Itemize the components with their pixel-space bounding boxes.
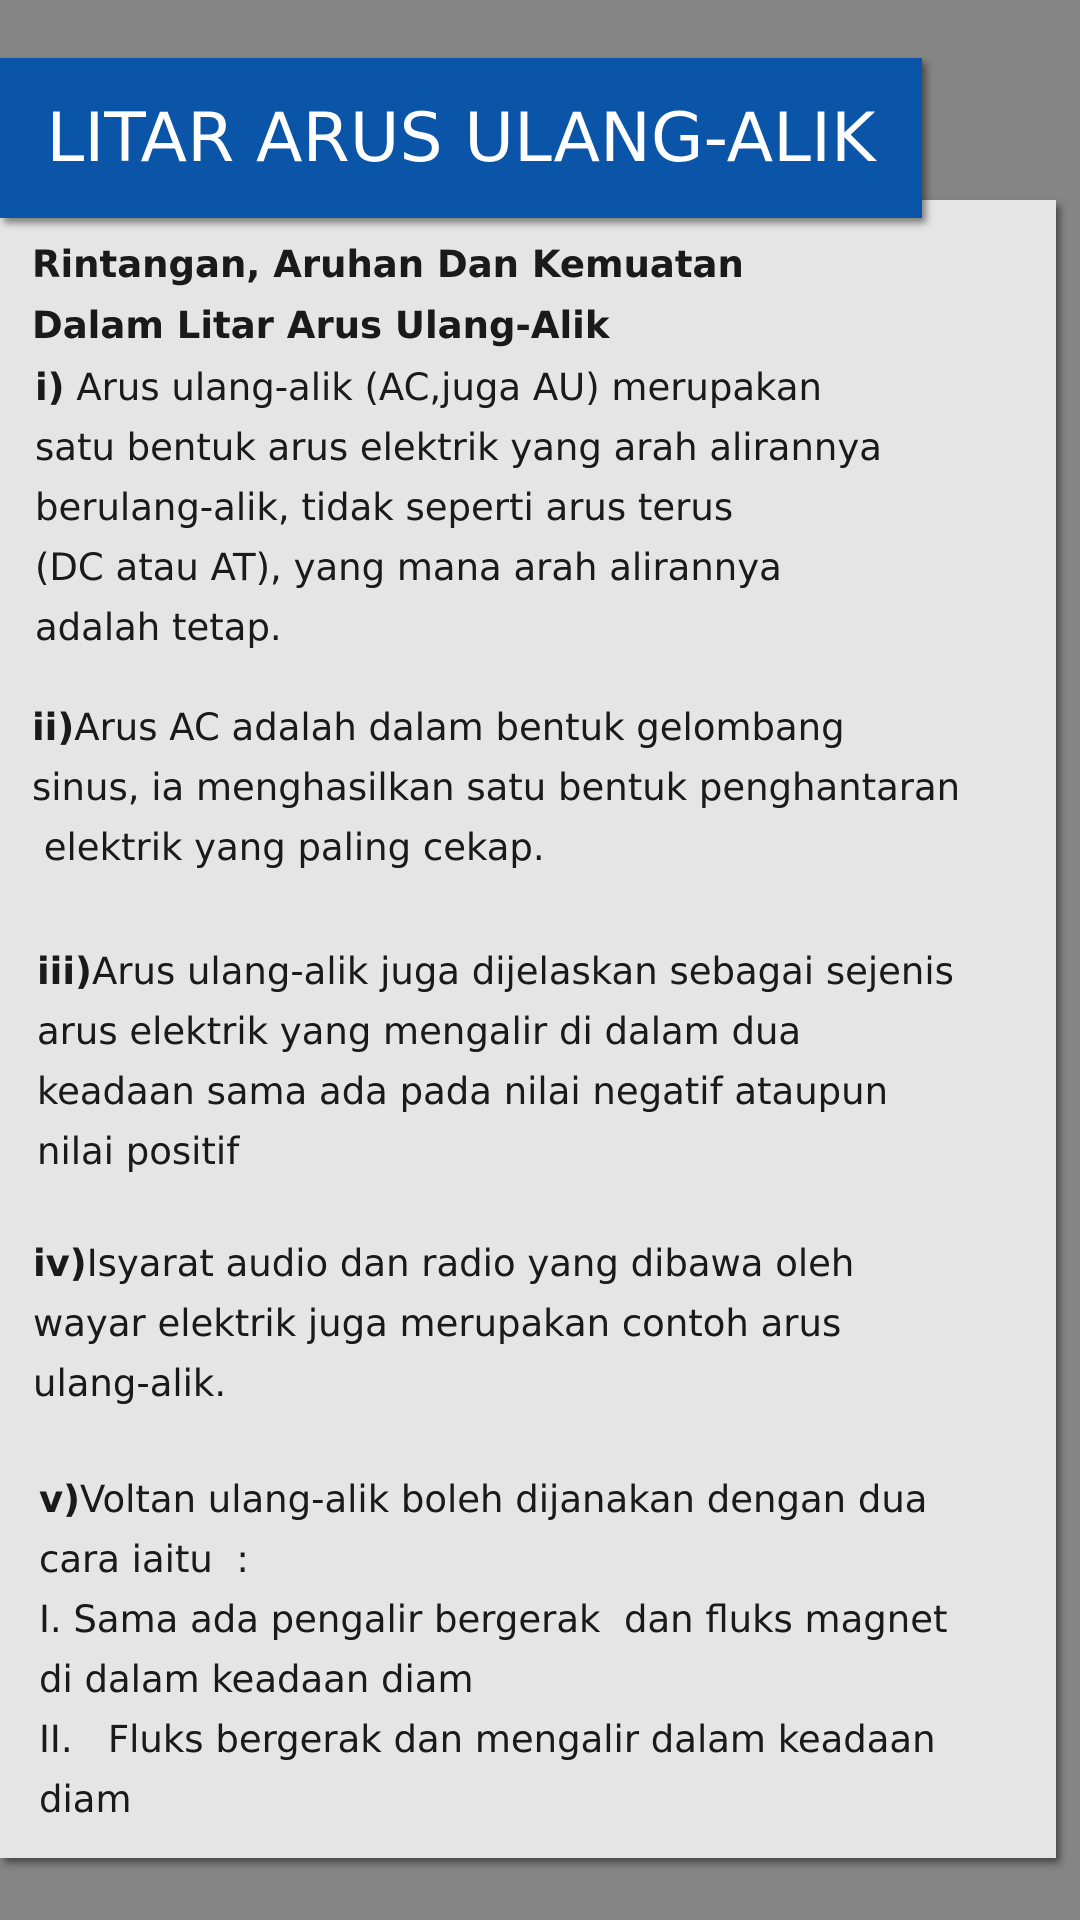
paragraph-marker: iv) (33, 1242, 87, 1285)
paragraph-marker: i) (35, 366, 65, 409)
paragraph-line: (DC atau AT), yang mana arah alirannya (35, 546, 782, 589)
paragraph-i (35, 358, 882, 658)
paragraph-marker: v) (39, 1478, 81, 1521)
paragraph-line: adalah tetap. (35, 606, 282, 649)
paragraph-line: diam (39, 1778, 132, 1821)
paragraph-line: cara iaitu : (39, 1538, 249, 1581)
paragraph-text: Arus ulang-alik (AC,juga AU) merupakan (64, 366, 822, 409)
paragraph-line (39, 1470, 947, 1530)
paragraph-text: Voltan ulang-alik boleh dijanakan dengan dua (80, 1478, 928, 1521)
paragraph-line: ulang-alik. (33, 1362, 227, 1405)
paragraph-ii (32, 698, 960, 878)
paragraph-marker: ii) (32, 706, 75, 749)
paragraph-line (37, 942, 954, 1002)
paragraph-line: berulang-alik, tidak seperti arus terus (35, 486, 734, 529)
paragraph-line: keadaan sama ada pada nilai negatif ataupun (37, 1070, 889, 1113)
paragraph-line: sinus, ia menghasilkan satu bentuk penghantaran (32, 766, 961, 809)
paragraph-text: Arus ulang-alik juga dijelaskan sebagai sejenis (91, 950, 954, 993)
section-heading-line-1: Rintangan, Aruhan Dan Kemuatan (32, 243, 744, 286)
paragraph-line (35, 358, 882, 418)
section-heading (32, 234, 744, 356)
paragraph-text: Isyarat audio dan radio yang dibawa oleh (86, 1242, 855, 1285)
paragraph-line (33, 1234, 854, 1294)
paragraph-line: nilai positif (37, 1130, 240, 1173)
paragraph-line: satu bentuk arus elektrik yang arah alirannya (35, 426, 882, 469)
paragraph-text: Arus AC adalah dalam bentuk gelombang (74, 706, 845, 749)
paragraph-v (39, 1470, 947, 1830)
paragraph-line (32, 698, 960, 758)
paragraph-iii (37, 942, 954, 1182)
paragraph-iv (33, 1234, 854, 1414)
paragraph-line: elektrik yang paling cekap. (32, 826, 545, 869)
paragraph-marker: iii) (37, 950, 92, 993)
page-title: LITAR ARUS ULANG-ALIK (46, 98, 876, 178)
paragraph-line: arus elektrik yang mengalir di dalam dua (37, 1010, 802, 1053)
paragraph-line: I. Sama ada pengalir bergerak dan fluks magnet (39, 1598, 948, 1641)
paragraph-line: wayar elektrik juga merupakan contoh arus (33, 1302, 842, 1345)
section-heading-line-2: Dalam Litar Arus Ulang-Alik (32, 304, 610, 347)
title-banner (0, 58, 922, 218)
paragraph-line: II. Fluks bergerak dan mengalir dalam keadaan (39, 1718, 936, 1761)
paragraph-line: di dalam keadaan diam (39, 1658, 474, 1701)
